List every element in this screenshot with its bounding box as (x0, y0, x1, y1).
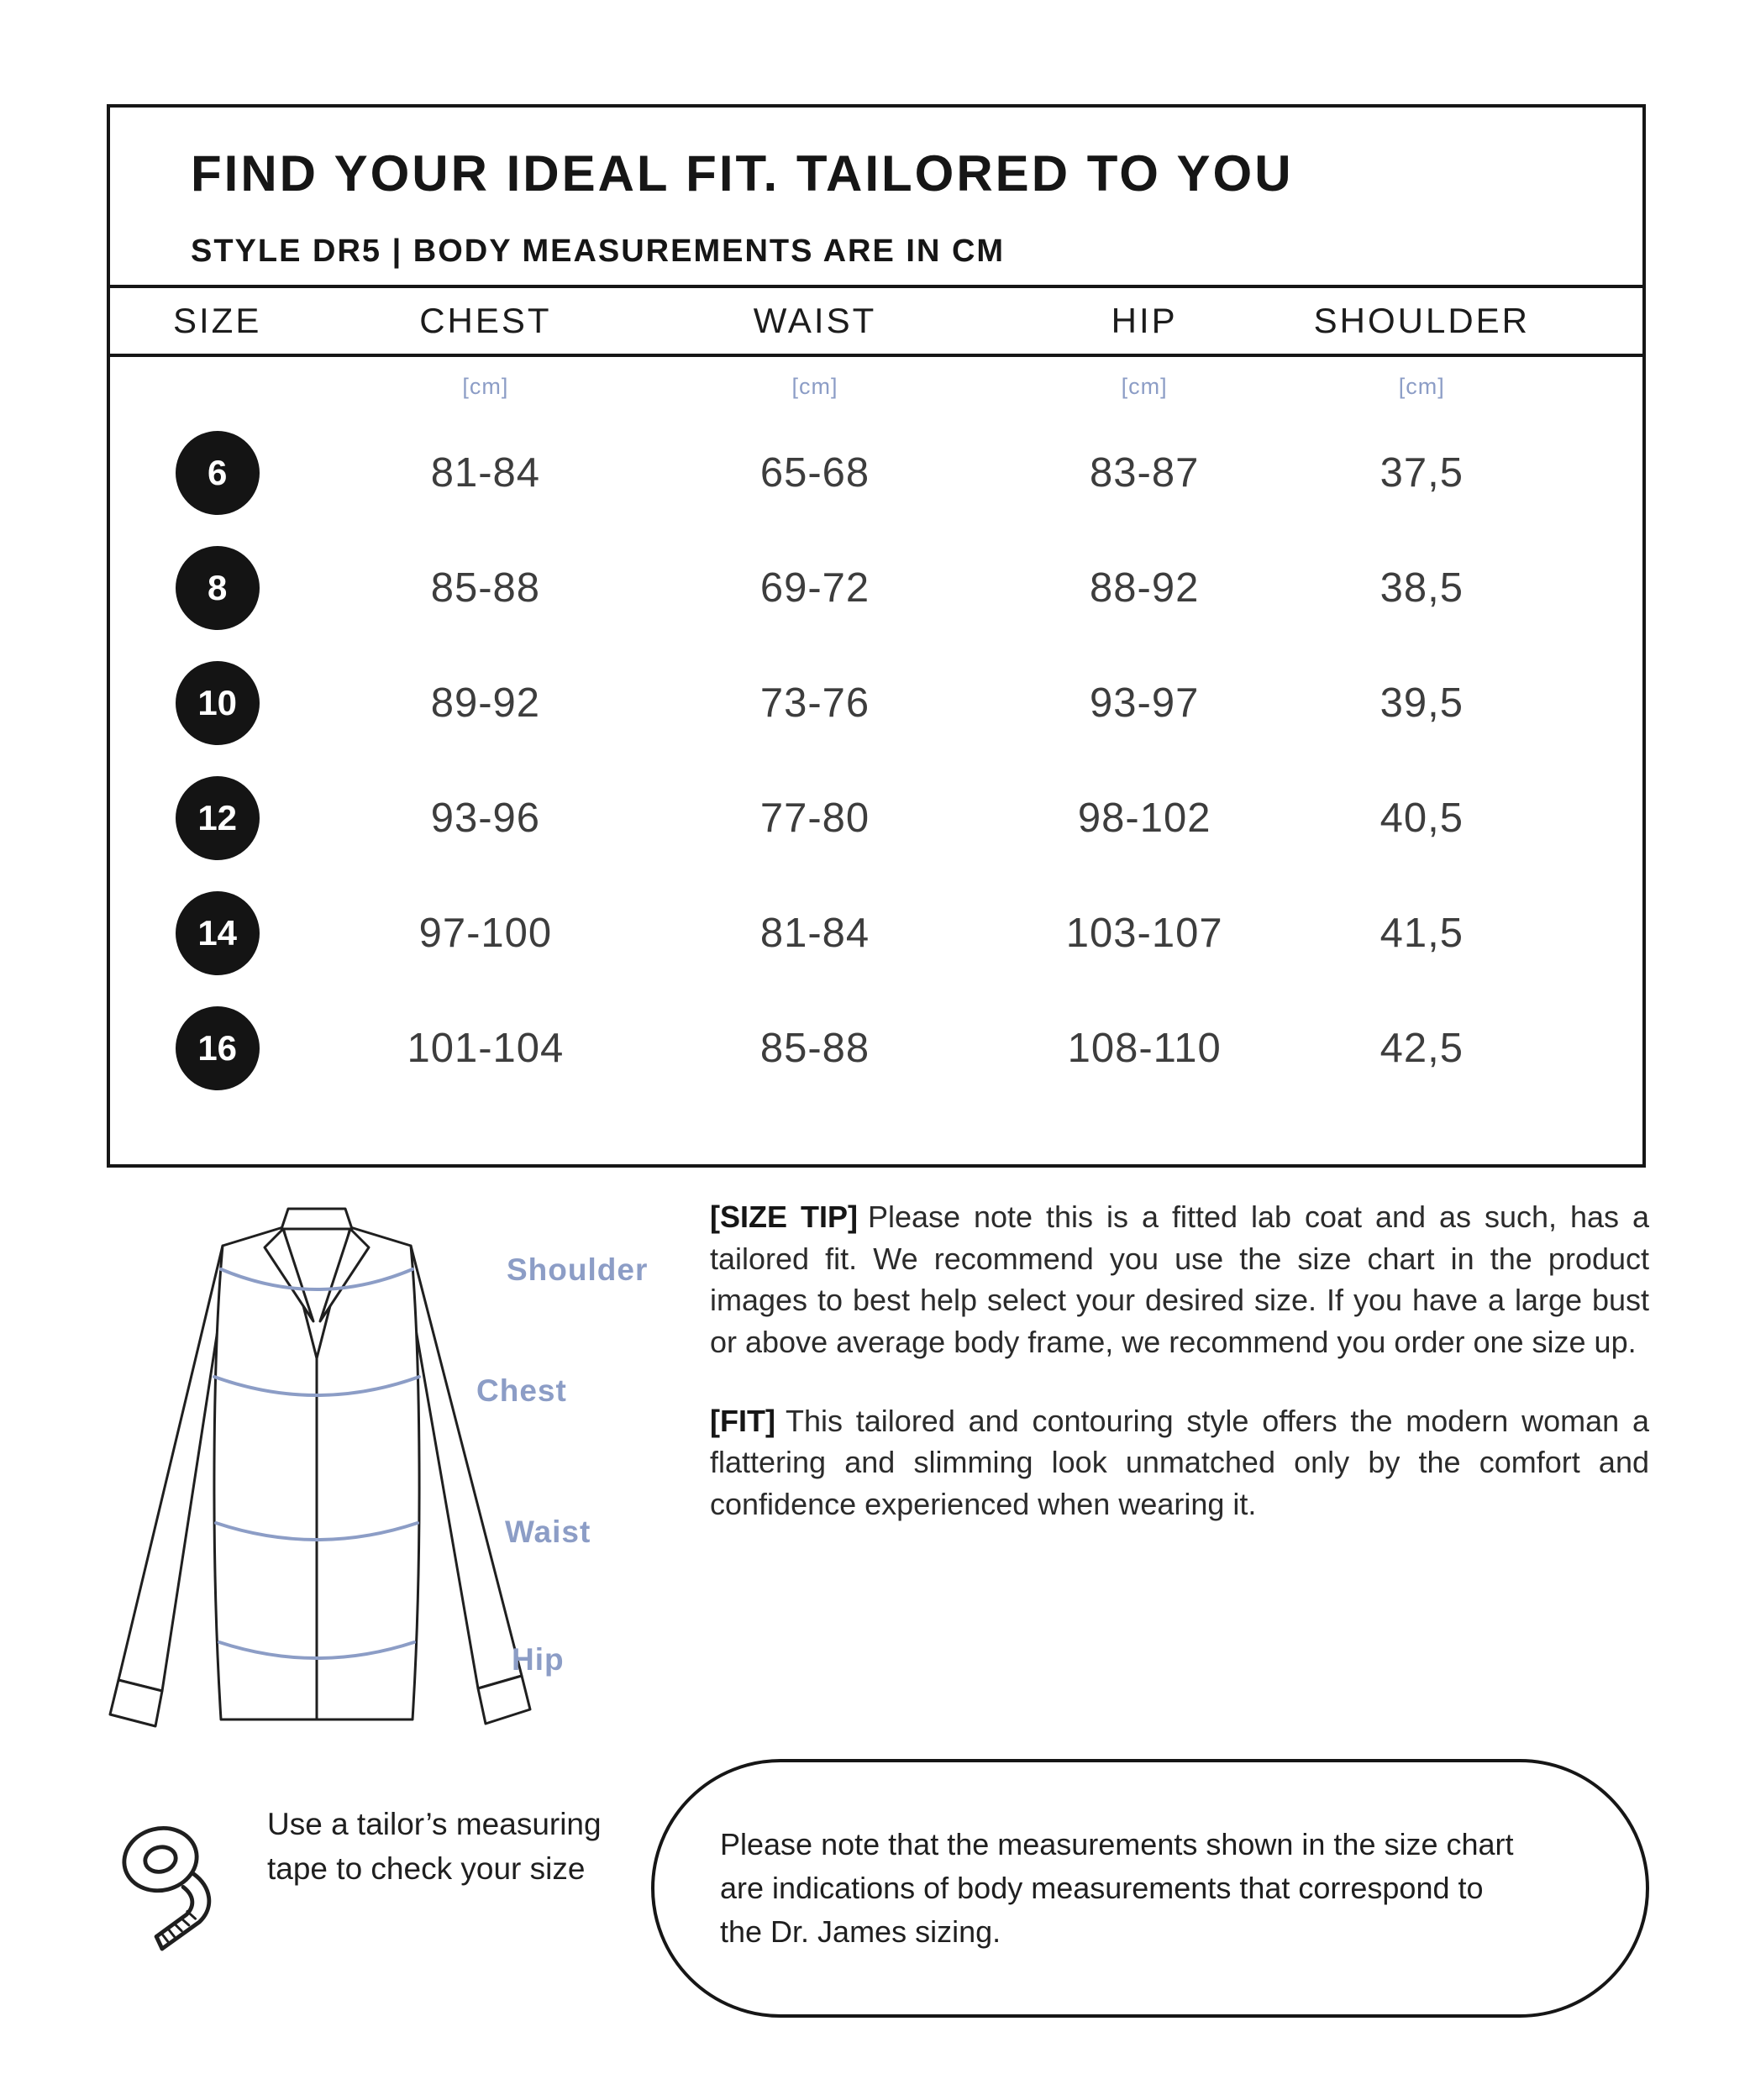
waist-value: 81-84 (759, 910, 870, 956)
fit-notes (710, 1196, 1649, 1562)
unit-label-hip: [cm] (1121, 373, 1168, 399)
chest-value: 93-96 (430, 795, 541, 841)
measurement-note-text: Please note that the measurements shown in the size chart are indications of body measurements that correspond to the Dr. James sizing. (720, 1827, 1514, 1949)
waist-value: 85-88 (759, 1025, 870, 1071)
divider-header (107, 354, 1646, 357)
chest-value: 97-100 (418, 910, 553, 956)
measurement-note (651, 1759, 1649, 2018)
hip-value: 93-97 (1090, 680, 1200, 726)
size-tip-label: [SIZE TIP] (710, 1200, 858, 1234)
size-badge: 12 (176, 776, 260, 860)
waist-value: 73-76 (759, 680, 870, 726)
table-header-row (110, 288, 1642, 354)
page-subtitle: STYLE DR5 | BODY MEASUREMENTS ARE IN CM (191, 234, 1006, 269)
size-tip-text: Please note this is a fitted lab coat and as such, has a tailored fit. We recommend you use the size chart in the product images to best help select your desired size. If you have a large bust or above average body frame, we recommend you order one size up. (710, 1200, 1649, 1360)
table-row (110, 415, 1642, 530)
size-chart-panel (107, 104, 1646, 1168)
tape-measure-icon (112, 1814, 234, 1957)
size-badge: 16 (176, 1006, 260, 1090)
lab-coat-illustration (97, 1197, 567, 1735)
column-header-waist: WAIST (753, 301, 877, 340)
chest-value: 101-104 (407, 1025, 565, 1071)
column-header-shoulder: SHOULDER (1313, 301, 1530, 340)
chest-value: 89-92 (430, 680, 541, 726)
table-row (110, 645, 1642, 760)
table-row (110, 530, 1642, 645)
column-header-hip: HIP (1111, 301, 1178, 340)
shoulder-value: 38,5 (1380, 564, 1464, 611)
unit-row (110, 370, 1642, 403)
size-badge: 6 (176, 431, 260, 515)
shoulder-value: 42,5 (1380, 1025, 1464, 1071)
shoulder-label: Shoulder (507, 1252, 649, 1287)
unit-label-chest: [cm] (462, 373, 509, 399)
chest-value: 85-88 (430, 564, 541, 611)
waist-value: 77-80 (759, 795, 870, 841)
fit-paragraph (710, 1400, 1649, 1525)
table-row (110, 990, 1642, 1105)
fit-label: [FIT] (710, 1403, 775, 1438)
column-header-size: SIZE (173, 301, 262, 340)
fit-text: This tailored and contouring style offers the modern woman a flattering and slimming look unmatched only by the comfort and confidence experienced when wearing it. (710, 1403, 1649, 1522)
column-header-chest: CHEST (419, 301, 552, 340)
shoulder-value: 41,5 (1380, 910, 1464, 956)
size-badge: 8 (176, 546, 260, 630)
size-table-body (110, 415, 1642, 1105)
waist-value: 69-72 (759, 564, 870, 611)
size-tip-paragraph (710, 1196, 1649, 1363)
shoulder-value: 37,5 (1380, 449, 1464, 496)
chest-label: Chest (476, 1373, 567, 1408)
waist-value: 65-68 (759, 449, 870, 496)
coat-measurement-diagram (97, 1197, 718, 1751)
hip-value: 103-107 (1065, 910, 1223, 956)
unit-label-waist: [cm] (791, 373, 838, 399)
hip-value: 108-110 (1067, 1025, 1222, 1071)
page-title: FIND YOUR IDEAL FIT. TAILORED TO YOU (191, 145, 1294, 202)
unit-label-shoulder: [cm] (1398, 373, 1445, 399)
size-badge: 10 (176, 661, 260, 745)
tape-tip-text: Use a tailor’s measuring tape to check your size (267, 1807, 602, 1886)
table-row (110, 875, 1642, 990)
hip-value: 83-87 (1090, 449, 1200, 496)
waist-label: Waist (505, 1515, 591, 1549)
shoulder-value: 40,5 (1380, 795, 1464, 841)
hip-value: 88-92 (1090, 564, 1200, 611)
hip-label: Hip (512, 1642, 565, 1677)
chest-value: 81-84 (430, 449, 541, 496)
table-row (110, 760, 1642, 875)
shoulder-value: 39,5 (1380, 680, 1464, 726)
size-badge: 14 (176, 891, 260, 975)
hip-value: 98-102 (1077, 795, 1211, 841)
